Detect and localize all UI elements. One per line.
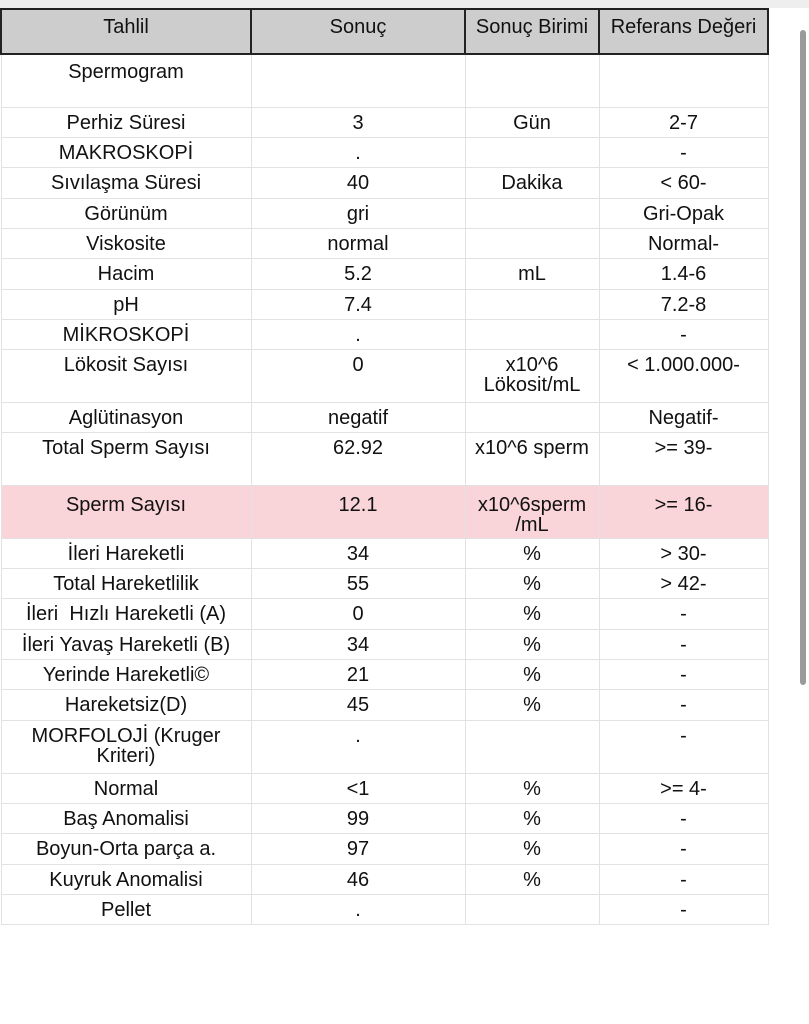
cell-unit: % [465,803,599,833]
table-row [1,349,768,402]
cell-unit: x10^6 sperm [465,432,599,485]
cell-reference: 1.4-6 [599,258,768,289]
table-row [1,198,768,228]
header-reference: Referans Değeri [599,9,768,54]
cell-result: 21 [251,659,465,689]
cell-result: 40 [251,167,465,198]
cell-test: Boyun-Orta parça a. [1,833,251,864]
cell-reference: Normal- [599,228,768,258]
cell-unit: % [465,659,599,689]
table-row [1,598,768,629]
cell-unit: % [465,598,599,629]
cell-reference: - [599,864,768,894]
lab-results-table [0,8,769,925]
table-row [1,773,768,803]
cell-unit: % [465,629,599,659]
cell-test: Pellet [1,894,251,924]
cell-reference: >= 4- [599,773,768,803]
table-row [1,720,768,773]
cell-test: Lökosit Sayısı [1,349,251,402]
cell-result: 12.1 [251,485,465,538]
cell-unit: % [465,864,599,894]
cell-reference: >= 39- [599,432,768,485]
cell-reference: >= 16- [599,485,768,538]
header-test: Tahlil [1,9,251,54]
cell-result: . [251,894,465,924]
table-row [1,258,768,289]
cell-result: 0 [251,598,465,629]
cell-result: 3 [251,107,465,137]
cell-test: Baş Anomalisi [1,803,251,833]
table-row [1,659,768,689]
cell-result: 34 [251,629,465,659]
cell-unit [465,228,599,258]
cell-result: 62.92 [251,432,465,485]
cell-unit [465,319,599,349]
table-row [1,432,768,485]
table-row [1,864,768,894]
vertical-scrollbar[interactable] [800,30,806,685]
cell-result: . [251,319,465,349]
cell-unit [465,198,599,228]
cell-unit [465,894,599,924]
cell-test: Spermogram [1,54,251,107]
cell-result: normal [251,228,465,258]
cell-reference: - [599,659,768,689]
cell-unit: Gün [465,107,599,137]
table-row [1,167,768,198]
cell-unit: % [465,773,599,803]
table-row [1,228,768,258]
cell-reference: - [599,598,768,629]
cell-reference: > 42- [599,568,768,598]
table-row [1,894,768,924]
cell-test: Görünüm [1,198,251,228]
cell-test: Yerinde Hareketli© [1,659,251,689]
cell-result: 0 [251,349,465,402]
table-row-highlighted [1,485,768,538]
top-strip [0,0,809,8]
cell-result: . [251,720,465,773]
cell-unit: x10^6sperm /mL [465,485,599,538]
table-header-row [1,9,768,54]
cell-test: MORFOLOJİ (Kruger Kriteri) [1,720,251,773]
table-row [1,107,768,137]
cell-result: 46 [251,864,465,894]
cell-result: gri [251,198,465,228]
cell-test: Kuyruk Anomalisi [1,864,251,894]
cell-reference: - [599,803,768,833]
cell-unit: Dakika [465,167,599,198]
cell-reference: < 1.000.000- [599,349,768,402]
table-row [1,289,768,319]
cell-unit [465,720,599,773]
table-row [1,54,768,107]
table-row [1,402,768,432]
cell-unit: x10^6 Lökosit/mL [465,349,599,402]
cell-unit: mL [465,258,599,289]
cell-result: 5.2 [251,258,465,289]
cell-test: Sperm Sayısı [1,485,251,538]
cell-reference [599,54,768,107]
cell-result: <1 [251,773,465,803]
cell-test: pH [1,289,251,319]
cell-unit: % [465,538,599,568]
cell-test: Viskosite [1,228,251,258]
cell-reference: Negatif- [599,402,768,432]
cell-result: 55 [251,568,465,598]
cell-test: Normal [1,773,251,803]
cell-test: Hareketsiz(D) [1,689,251,720]
cell-result: . [251,137,465,167]
cell-test: MAKROSKOPİ [1,137,251,167]
cell-unit [465,137,599,167]
cell-test: Total Sperm Sayısı [1,432,251,485]
cell-reference: - [599,319,768,349]
header-result: Sonuç [251,9,465,54]
cell-test: Hacim [1,258,251,289]
cell-unit [465,402,599,432]
cell-unit [465,54,599,107]
cell-test: MİKROSKOPİ [1,319,251,349]
cell-reference: > 30- [599,538,768,568]
table-row [1,629,768,659]
cell-test: Perhiz Süresi [1,107,251,137]
cell-test: İleri Hızlı Hareketli (A) [1,598,251,629]
header-unit: Sonuç Birimi [465,9,599,54]
cell-reference: - [599,137,768,167]
cell-result: 34 [251,538,465,568]
cell-result: 99 [251,803,465,833]
cell-reference: < 60- [599,167,768,198]
cell-unit [465,289,599,319]
cell-result: 97 [251,833,465,864]
cell-reference: - [599,833,768,864]
cell-unit: % [465,568,599,598]
cell-test: Aglütinasyon [1,402,251,432]
cell-unit: % [465,689,599,720]
cell-result: negatif [251,402,465,432]
cell-reference: - [599,894,768,924]
cell-reference: - [599,689,768,720]
table-row [1,833,768,864]
cell-test: İleri Yavaş Hareketli (B) [1,629,251,659]
table-row [1,803,768,833]
cell-reference: 7.2-8 [599,289,768,319]
cell-test: Total Hareketlilik [1,568,251,598]
table-row [1,689,768,720]
cell-reference: - [599,629,768,659]
table-row [1,538,768,568]
cell-result: 45 [251,689,465,720]
table-row [1,568,768,598]
table-row [1,319,768,349]
cell-test: İleri Hareketli [1,538,251,568]
cell-test: Sıvılaşma Süresi [1,167,251,198]
cell-reference: 2-7 [599,107,768,137]
cell-unit: % [465,833,599,864]
cell-result [251,54,465,107]
cell-reference: - [599,720,768,773]
cell-reference: Gri-Opak [599,198,768,228]
table-row [1,137,768,167]
cell-result: 7.4 [251,289,465,319]
